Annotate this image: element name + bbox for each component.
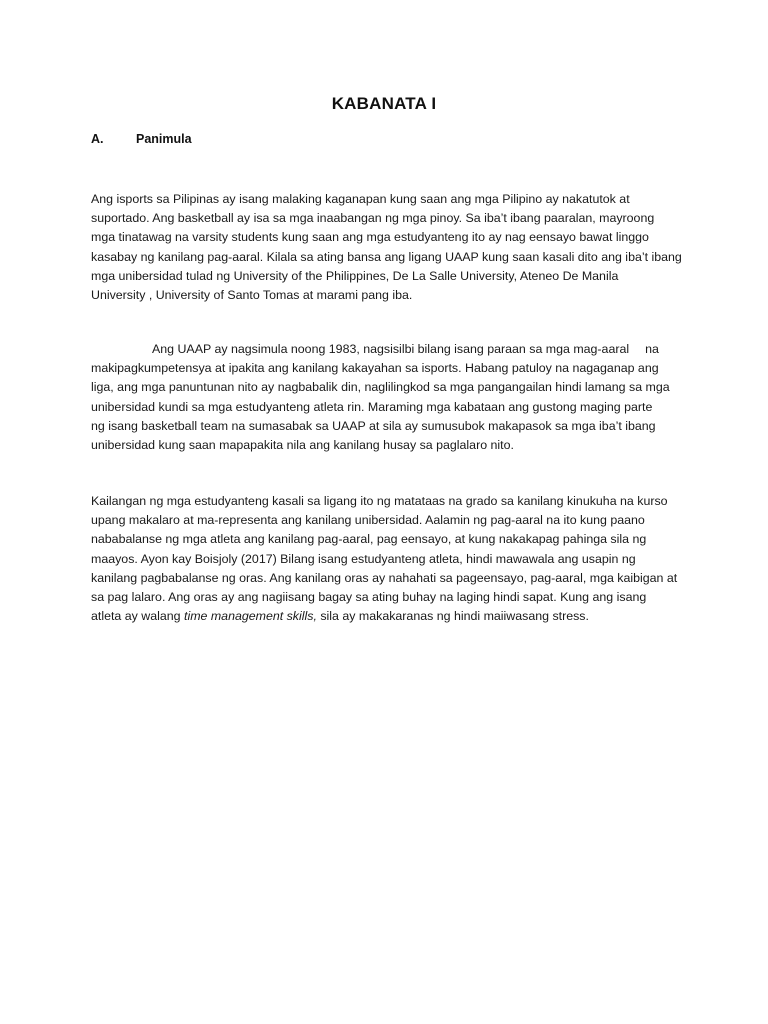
- paragraph-text: atleta ay walang: [91, 609, 184, 624]
- paragraph-line: Kailangan ng mga estudyanteng kasali sa ligang ito ng matataas na grado sa kanilang kinukuha na kurso: [91, 494, 668, 508]
- paragraph-line: ng isang basketball team na sumasabak sa UAAP at sila ay sumusubok makapasok sa mga iba’t ibang: [91, 418, 656, 433]
- paragraph-line: nababalanse ng mga atleta ang kanilang pag-aaral, pag eensayo, at kung nakakapag pahinga sila ng: [91, 532, 647, 547]
- section-label: Panimula: [136, 132, 192, 146]
- paragraph-line: University , University of Santo Tomas at marami pang iba.: [91, 288, 413, 303]
- paragraph-1: [91, 190, 685, 305]
- paragraph-text: na: [645, 342, 659, 356]
- paragraph-last-line: [91, 607, 685, 626]
- section-heading: [91, 132, 192, 146]
- paragraph-line: unibersidad kundi sa mga estudyanteng atleta rin. Maraming mga kabataan ang gustong maging parte: [91, 399, 653, 414]
- chapter-title: KABANATA I: [331, 94, 437, 113]
- paragraph-line: suportado. Ang basketball ay isa sa mga inaabangan ng mga pinoy. Sa iba’t ibang paaralan, mayroong: [91, 211, 655, 226]
- paragraph-line: kasabay ng kanilang pag-aaral. Kilala sa ating bansa ang ligang UAAP kung saan kasali dito ang iba’t ibang: [91, 249, 682, 264]
- paragraph-line: liga, ang mga panuntunan nito ay nagbabalik din, naglilingkod sa mga pangangailan hindi lamang sa mga: [91, 380, 670, 395]
- paragraph-text: sila ay makakaranas ng hindi maiiwasang stress.: [316, 609, 589, 624]
- paragraph-line: sa pag lalaro. Ang oras ay ang nagiisang bagay sa ating buhay na laging hindi sapat. Kung ang isang: [91, 590, 647, 605]
- section-number: A.: [91, 132, 104, 146]
- paragraph-line: Ang isports sa Pilipinas ay isang malaking kaganapan kung saan ang mga Pilipino ay nakatutok at: [91, 192, 630, 206]
- paragraph-line: mga tinatawag na varsity students kung saan ang mga estudyanteng ito ay nag eensayo bawat linggo: [91, 230, 649, 245]
- paragraph-line: kanilang pagbabalanse ng oras. Ang kanilang oras ay nahahati sa pageensayo, pag-aaral, mga kaibigan at: [91, 570, 678, 585]
- paragraph-line: makipagkumpetensya at ipakita ang kanilang kakayahan sa isports. Habang patuloy na nagaganap ang: [91, 361, 659, 376]
- paragraph-first-line: [91, 340, 685, 359]
- paragraph-2: [91, 340, 685, 455]
- paragraph-3: [91, 492, 685, 626]
- paragraph-line: upang makalaro at ma-representa ang kanilang unibersidad. Aalamin ng pag-aaral na ito kung paano: [91, 513, 645, 528]
- paragraph-line: mga unibersidad tulad ng University of the Philippines, De La Salle University, Ateneo De Manila: [91, 268, 619, 283]
- paragraph-text: Ang UAAP ay nagsimula noong 1983, nagsisilbi bilang isang paraan sa mga mag-aaral: [152, 342, 630, 356]
- paragraph-line: unibersidad kung saan mapapakita nila ang kanilang husay sa paglalaro nito.: [91, 438, 514, 453]
- paragraph-line: maayos. Ayon kay Boisjoly (2017) Bilang isang estudyanteng atleta, hindi mawawala ang usapin ng: [91, 551, 636, 566]
- italic-phrase: time management skills,: [184, 609, 317, 624]
